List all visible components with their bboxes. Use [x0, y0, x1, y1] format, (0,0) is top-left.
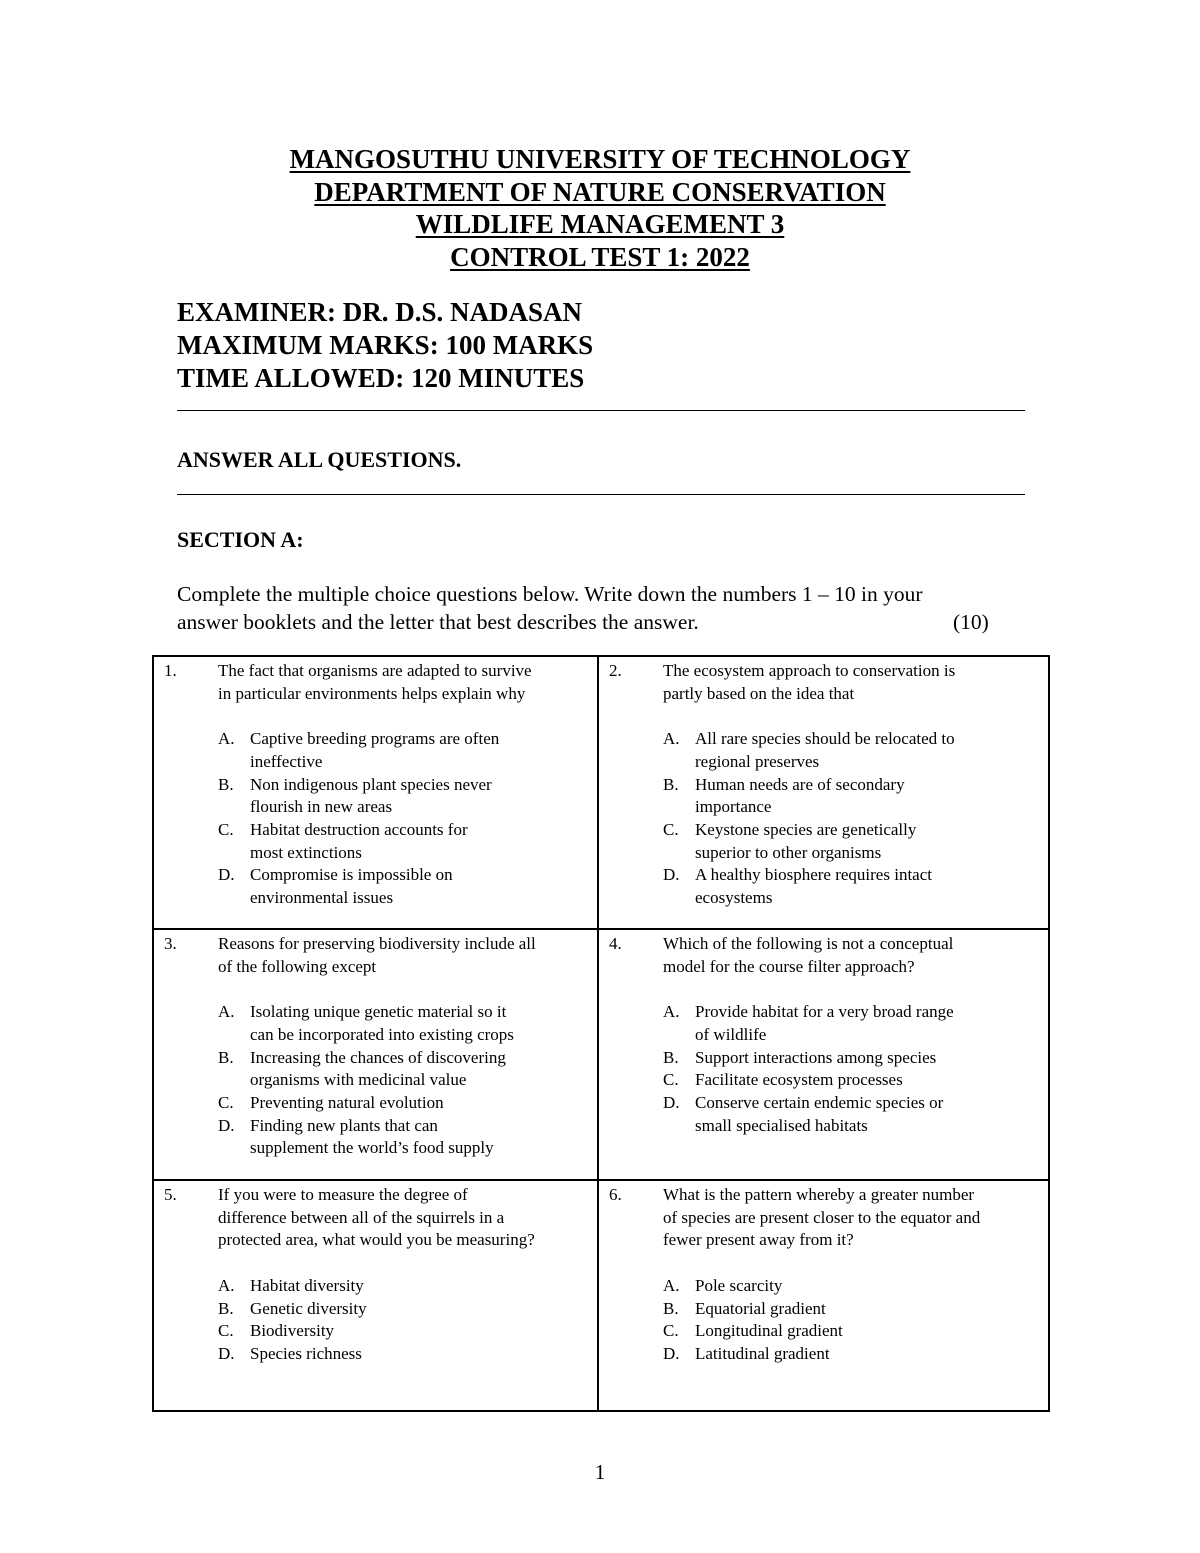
answer-option [663, 864, 1048, 909]
option-text: All rare species should be relocated to [695, 729, 955, 749]
answer-options [218, 1275, 597, 1366]
section-marks: (10) [953, 610, 989, 634]
option-text: of wildlife [695, 1024, 767, 1044]
option-text: Keystone species are genetically [695, 819, 917, 839]
option-letter: C. [218, 1321, 234, 1341]
divider [177, 494, 1025, 495]
option-text: flourish in new areas [250, 797, 393, 817]
option-text: Longitudinal gradient [695, 1321, 843, 1341]
question-row [153, 929, 1049, 1180]
option-letter: C. [663, 1070, 679, 1090]
answer-option [218, 1001, 597, 1046]
option-letter: D. [663, 1092, 680, 1112]
question-cell [598, 656, 1049, 929]
question-stem: What is the pattern whereby a greater number [663, 1185, 975, 1204]
option-letter: B. [218, 1298, 234, 1318]
option-text: A healthy biosphere requires intact [695, 865, 932, 885]
question-cell [598, 1180, 1049, 1411]
option-letter: B. [663, 774, 679, 794]
answer-option [663, 728, 1048, 773]
general-instruction: ANSWER ALL QUESTIONS. [177, 447, 462, 472]
test-name: CONTROL TEST 1: 2022 [450, 241, 750, 272]
option-text: Compromise is impossible on [250, 865, 453, 885]
option-text: Human needs are of secondary [695, 774, 905, 794]
option-letter: C. [663, 1321, 679, 1341]
question-number: 4. [609, 934, 622, 953]
document-header [0, 143, 1200, 273]
question-stem: If you were to measure the degree of [218, 1185, 468, 1204]
answer-option [218, 864, 597, 909]
section-title: SECTION A: [177, 527, 304, 552]
option-text: supplement the world’s food supply [250, 1138, 494, 1158]
time-allowed: TIME ALLOWED: 120 MINUTES [177, 363, 585, 393]
answer-option [218, 1298, 597, 1321]
option-text: Genetic diversity [250, 1298, 367, 1318]
question-stem: in particular environments helps explain why [218, 683, 526, 703]
page-number: 1 [594, 1460, 606, 1484]
option-letter: B. [663, 1047, 679, 1067]
question-stem: The ecosystem approach to conservation is [663, 661, 956, 680]
option-text: Habitat diversity [250, 1275, 364, 1295]
answer-option [663, 1275, 1048, 1298]
question-number: 5. [164, 1185, 177, 1204]
option-letter: C. [663, 819, 679, 839]
option-text: superior to other organisms [695, 842, 882, 862]
maximum-marks: MAXIMUM MARKS: 100 MARKS [177, 330, 594, 360]
option-text: Provide habitat for a very broad range [695, 1002, 954, 1022]
questions-table [152, 655, 1050, 1412]
exam-details [177, 296, 593, 395]
option-text: regional preserves [695, 751, 820, 771]
option-letter: D. [218, 1115, 235, 1135]
option-text: Biodiversity [250, 1321, 335, 1341]
answer-option [218, 1320, 597, 1343]
answer-option [663, 1001, 1048, 1046]
option-text: Latitudinal gradient [695, 1343, 830, 1363]
option-text: Isolating unique genetic material so it [250, 1002, 507, 1022]
answer-option [663, 774, 1048, 819]
option-text: environmental issues [250, 888, 394, 908]
option-text: importance [695, 797, 772, 817]
option-letter: A. [218, 1275, 235, 1295]
section-instructions [177, 580, 1007, 636]
option-letter: C. [218, 819, 234, 839]
course-name: WILDLIFE MANAGEMENT 3 [415, 209, 785, 239]
option-text: Non indigenous plant species never [250, 774, 492, 794]
question-row [153, 656, 1049, 929]
question-stem: Reasons for preserving biodiversity include all [218, 934, 536, 953]
answer-option [663, 1343, 1048, 1366]
option-letter: C. [218, 1092, 234, 1112]
option-text: most extinctions [250, 842, 362, 862]
answer-options [218, 1001, 597, 1160]
department-name: DEPARTMENT OF NATURE CONSERVATION [314, 176, 886, 207]
answer-option [218, 1275, 597, 1298]
examiner: EXAMINER: DR. D.S. NADASAN [177, 297, 583, 327]
question-stem: Which of the following is not a conceptual [663, 934, 954, 953]
option-letter: D. [218, 1343, 235, 1363]
answer-option [663, 1298, 1048, 1321]
question-stem: protected area, what would you be measuring? [218, 1230, 535, 1250]
option-text: Habitat destruction accounts for [250, 819, 468, 839]
answer-option [663, 1320, 1048, 1343]
answer-option [218, 1343, 597, 1366]
option-text: Captive breeding programs are often [250, 729, 500, 749]
question-stem: The fact that organisms are adapted to survive [218, 661, 532, 680]
question-row [153, 1180, 1049, 1411]
option-letter: A. [218, 1002, 235, 1022]
option-text: Equatorial gradient [695, 1298, 826, 1318]
option-text: ineffective [250, 751, 323, 771]
option-text: Preventing natural evolution [250, 1092, 444, 1112]
question-stem: model for the course filter approach? [663, 956, 915, 976]
option-letter: D. [663, 1343, 680, 1363]
question-number: 1. [164, 661, 177, 680]
university-name: MANGOSUTHU UNIVERSITY OF TECHNOLOGY [289, 144, 911, 174]
option-text: Pole scarcity [695, 1275, 783, 1295]
option-letter: A. [218, 729, 235, 749]
option-text: Increasing the chances of discovering [250, 1047, 506, 1067]
question-stem: difference between all of the squirrels in a [218, 1207, 505, 1227]
instruction-line: answer booklets and the letter that best describes the answer. (10) [177, 610, 989, 634]
option-letter: B. [218, 774, 234, 794]
answer-options [663, 1275, 1048, 1366]
option-letter: B. [218, 1047, 234, 1067]
option-letter: B. [663, 1298, 679, 1318]
answer-option [218, 774, 597, 819]
answer-option [218, 728, 597, 773]
question-stem: fewer present away from it? [663, 1230, 854, 1250]
option-letter: D. [218, 865, 235, 885]
question-cell [153, 929, 598, 1180]
answer-option [218, 1092, 597, 1115]
question-stem: partly based on the idea that [663, 683, 855, 703]
option-text: Conserve certain endemic species or [695, 1092, 944, 1112]
question-stem: of the following except [218, 956, 377, 976]
answer-option [218, 1047, 597, 1092]
option-letter: A. [663, 1275, 680, 1295]
instruction-line: Complete the multiple choice questions below. Write down the numbers 1 – 10 in your [177, 582, 923, 606]
option-text: Finding new plants that can [250, 1115, 438, 1135]
option-text: Facilitate ecosystem processes [695, 1070, 903, 1090]
answer-options [218, 728, 597, 910]
question-number: 6. [609, 1185, 622, 1204]
option-text: ecosystems [695, 888, 773, 908]
divider [177, 410, 1025, 411]
option-text: can be incorporated into existing crops [250, 1024, 514, 1044]
question-cell [153, 1180, 598, 1411]
question-stem: of species are present closer to the equator and [663, 1207, 981, 1227]
question-cell [153, 656, 598, 929]
answer-option [218, 819, 597, 864]
option-text: Support interactions among species [695, 1047, 937, 1067]
answer-option [663, 1092, 1048, 1137]
question-cell [598, 929, 1049, 1180]
answer-option [663, 1047, 1048, 1070]
option-letter: D. [663, 865, 680, 885]
option-text: small specialised habitats [695, 1115, 868, 1135]
answer-options [663, 728, 1048, 910]
answer-option [218, 1115, 597, 1160]
question-number: 2. [609, 661, 622, 680]
option-letter: A. [663, 1002, 680, 1022]
answer-option [663, 819, 1048, 864]
option-text: Species richness [250, 1343, 362, 1363]
answer-options [663, 1001, 1048, 1137]
option-text: organisms with medicinal value [250, 1070, 467, 1090]
option-letter: A. [663, 729, 680, 749]
question-number: 3. [164, 934, 177, 953]
answer-option [663, 1069, 1048, 1092]
